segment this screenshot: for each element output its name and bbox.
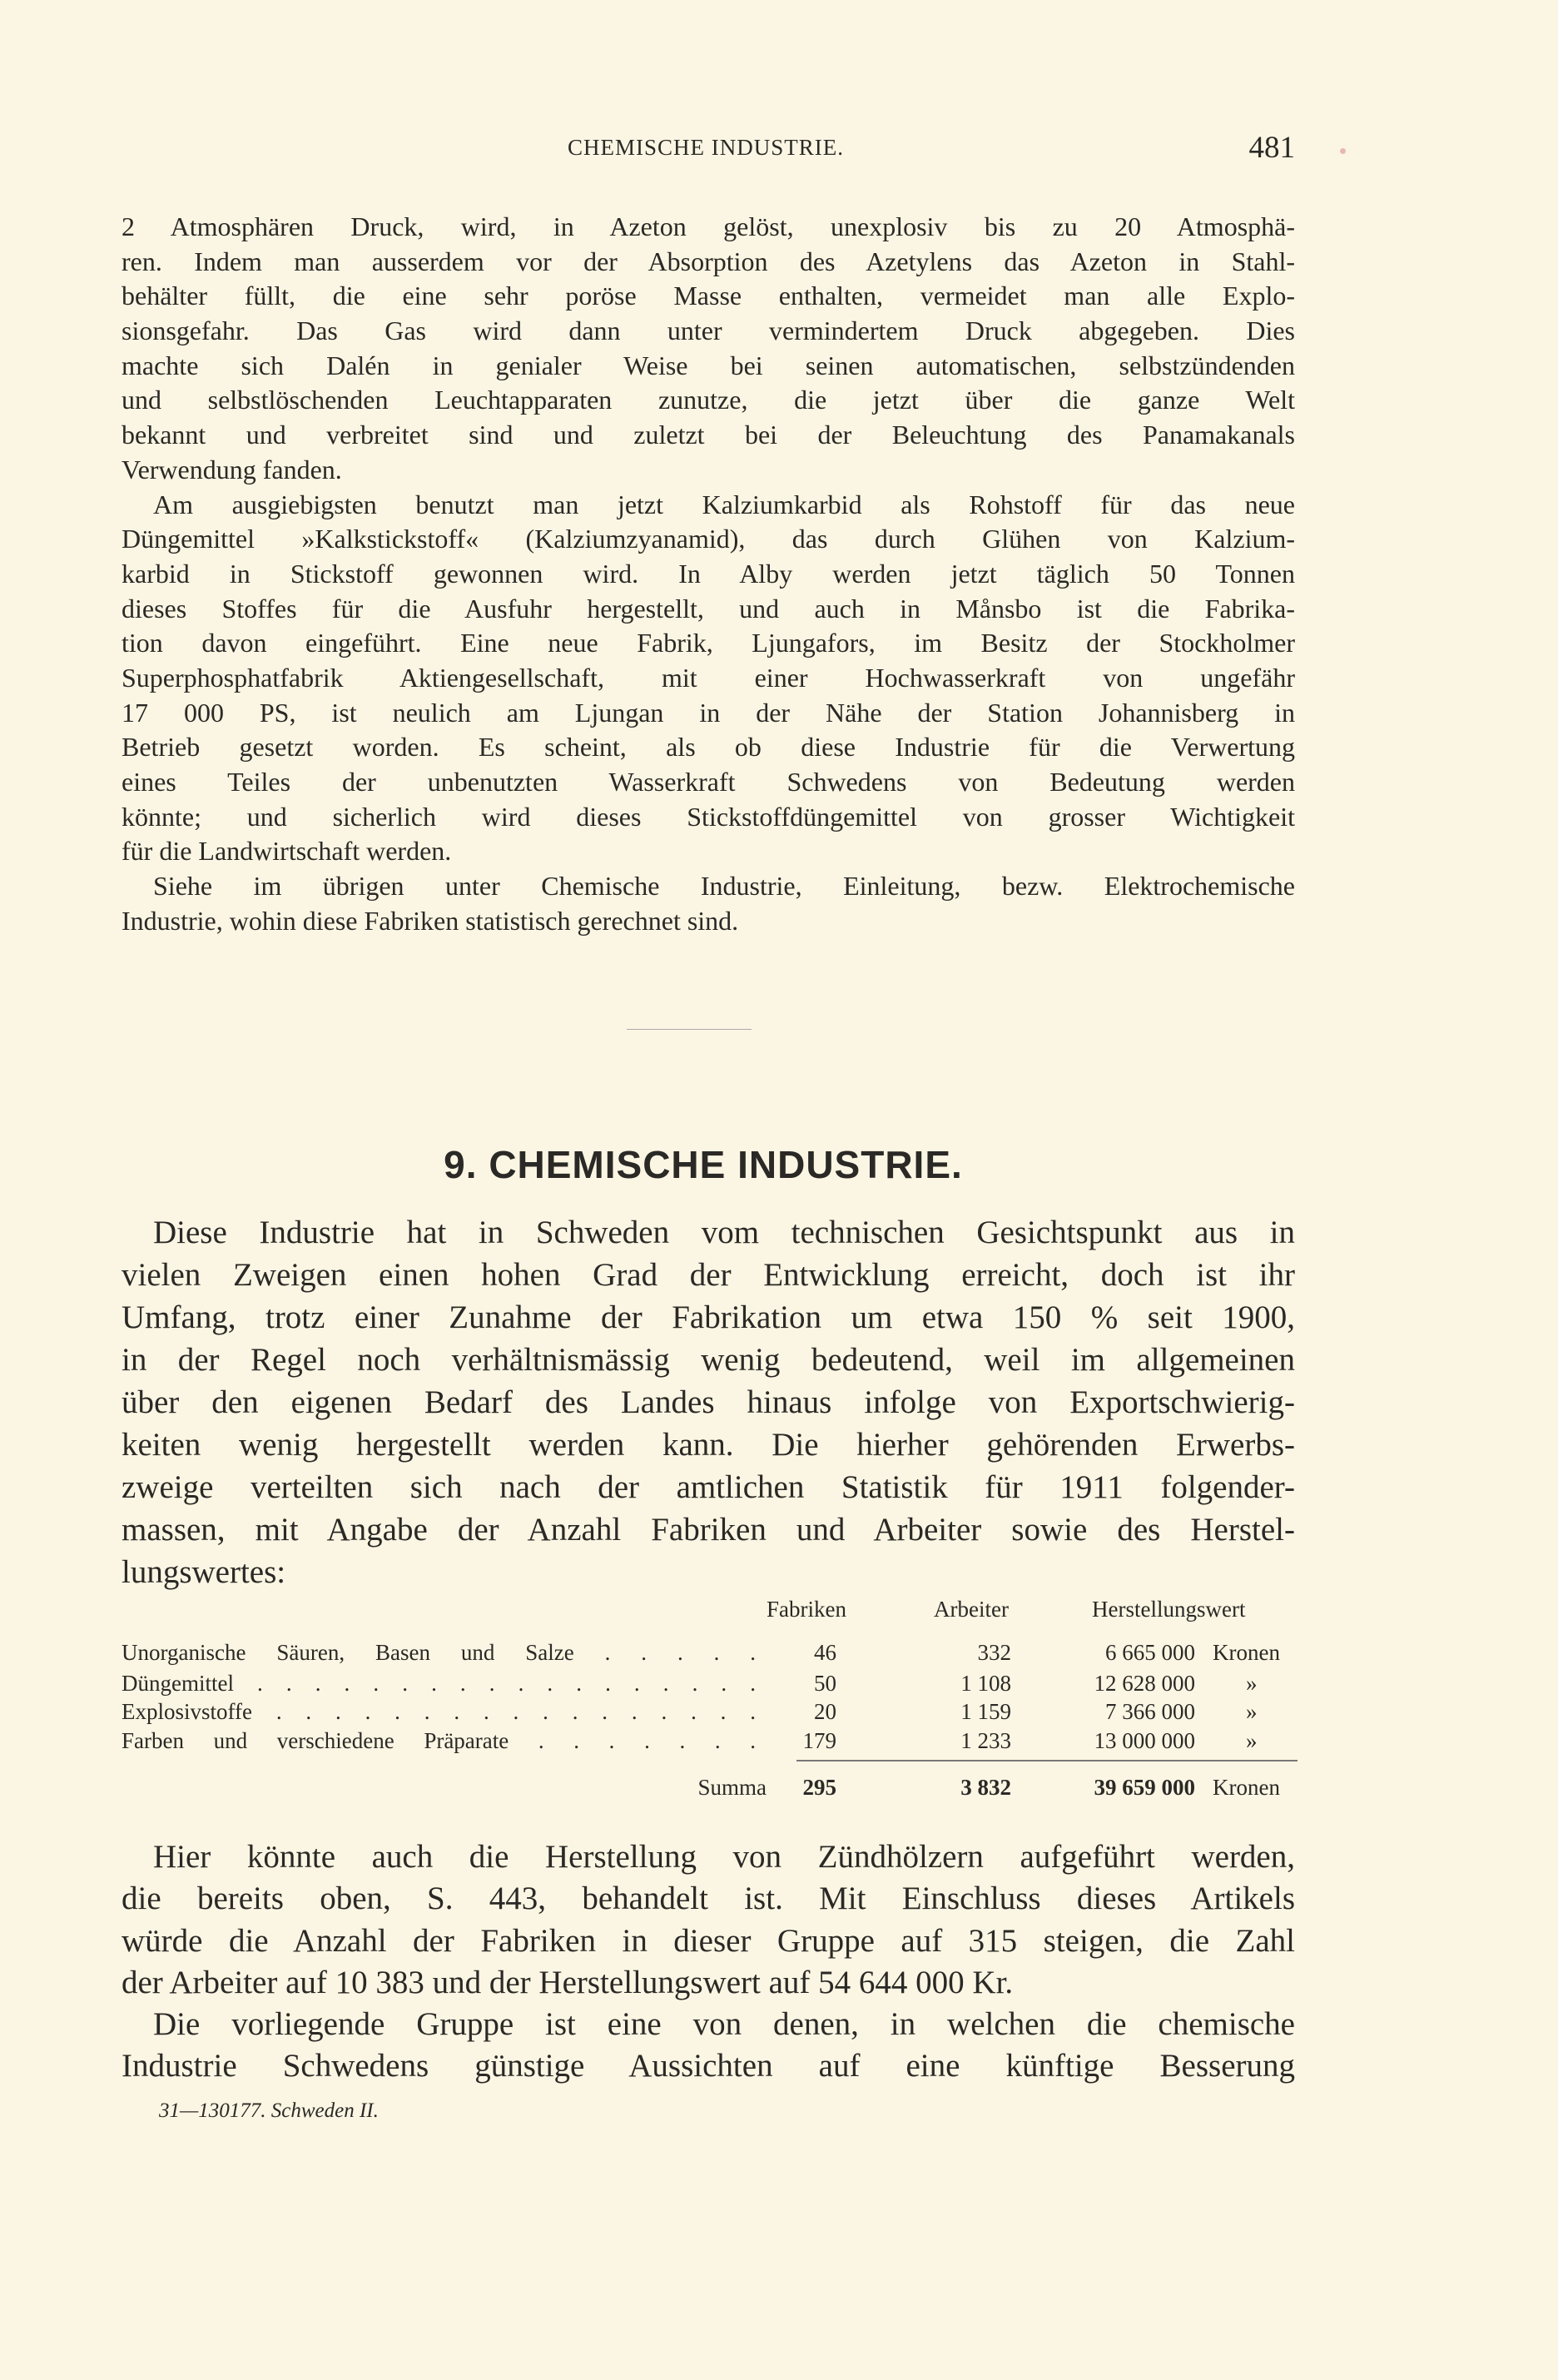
text-line: könnte; und sicherlich wird dieses Stickstoffdüngemittel von grosser Wichtigkeit — [122, 801, 1295, 832]
total-unit: Kronen — [1213, 1775, 1280, 1800]
text-line: Diese Industrie hat in Schweden vom technischen Gesichtspunkt aus in — [153, 1215, 1295, 1250]
text-line: über den eigenen Bedarf des Landes hinaus infolge von Exportschwierig- — [122, 1384, 1295, 1420]
header-herstellungswert: Herstellungswert — [1092, 1597, 1246, 1622]
text-line: Verwendung fanden. — [122, 454, 342, 484]
text-line: sionsgefahr. Das Gas wird dann unter vermindertem Druck abgegeben. Dies — [122, 316, 1295, 346]
text-line: bekannt und verbreitet sind und zuletzt bei der Beleuchtung des Panamakanals — [122, 420, 1295, 450]
cell-herstellungswert: 12 628 000 — [1094, 1671, 1195, 1696]
cell-arbeiter: 332 — [977, 1640, 1011, 1665]
text-line: Superphosphatfabrik Aktiengesellschaft, mit einer Hochwasserkraft von ungefähr — [122, 662, 1295, 693]
continued-text — [122, 210, 1295, 938]
text-line: keiten wenig hergestellt werden kann. Die hierher gehörenden Erwerbs- — [122, 1427, 1295, 1463]
row-label: Unorganische Säuren, Basen und Salze . . . . . — [122, 1640, 756, 1665]
row-label: Explosivstoffe . . . . . . . . . . . . . . . . . — [122, 1699, 756, 1724]
text-line: behälter füllt, die eine sehr poröse Masse enthalten, vermeidet man alle Explo- — [122, 281, 1295, 311]
text-line: Industrie, wohin diese Fabriken statistisch gerechnet sind. — [122, 905, 739, 936]
text-line: lungswertes: — [122, 1554, 286, 1590]
cell-fabriken: 50 — [814, 1671, 836, 1696]
total-fabriken: 295 — [802, 1775, 836, 1800]
paragraph-lines — [122, 1211, 1295, 1593]
total-herstellungswert: 39 659 000 — [1094, 1775, 1195, 1800]
text-line: Düngemittel »Kalkstickstoff« (Kalziumzyanamid), das durch Glühen von Kalzium- — [122, 524, 1295, 554]
text-line: 17 000 PS, ist neulich am Ljungan in der Nähe der Station Johannisberg in — [122, 697, 1295, 728]
text-line: in der Regel noch verhältnismässig wenig bedeutend, weil im allgemeinen — [122, 1342, 1295, 1378]
sum-rule — [796, 1760, 1298, 1761]
text-line: Industrie Schwedens günstige Aussichten auf eine künftige Besserung — [122, 2048, 1295, 2084]
section-divider — [627, 1029, 752, 1030]
paragraph-acetylene — [122, 210, 1295, 488]
text-line: Am ausgiebigsten benutzt man jetzt Kalziumkarbid als Rohstoff für das neue — [153, 489, 1295, 519]
text-line: zweige verteilten sich nach der amtlichen Statistik für 1911 folgender- — [122, 1469, 1295, 1505]
cell-herstellungswert: 6 665 000 — [1105, 1640, 1195, 1665]
total-label: Summa — [697, 1775, 767, 1800]
paragraph-intro — [122, 1211, 1295, 1593]
cell-unit: » — [1246, 1728, 1258, 1753]
text-line: Die vorliegende Gruppe ist eine von denen, in welchen die chemische — [153, 2006, 1295, 2043]
text-line: 2 Atmosphären Druck, wird, in Azeton gelöst, unexplosiv bis zu 20 Atmosphä- — [122, 211, 1295, 241]
text-line: ren. Indem man ausserdem vor der Absorption des Azetylens das Azeton in Stahl- — [122, 246, 1295, 276]
text-line: karbid in Stickstoff gewonnen wird. In Alby werden jetzt täglich 50 Tonnen — [122, 558, 1295, 589]
running-title: CHEMISCHE INDUSTRIE. — [567, 135, 844, 160]
text-line: und selbstlöschenden Leuchtapparaten zunutze, die jetzt über die ganze Welt — [122, 385, 1295, 415]
cell-arbeiter: 1 159 — [960, 1699, 1011, 1724]
text-line: die bereits oben, S. 443, behandelt ist. Mit Einschluss dieses Artikels — [122, 1881, 1295, 1917]
text-line: massen, mit Angabe der Anzahl Fabriken und Arbeiter sowie des Herstel- — [122, 1512, 1295, 1548]
cell-herstellungswert: 13 000 000 — [1094, 1728, 1195, 1753]
text-line: Siehe im übrigen unter Chemische Industrie, Einleitung, bezw. Elektrochemische — [153, 871, 1295, 902]
header-arbeiter: Arbeiter — [934, 1597, 1009, 1622]
page-number: 481 — [1248, 131, 1295, 165]
cell-unit: » — [1246, 1699, 1258, 1724]
text-line: vielen Zweigen einen hohen Grad der Entwicklung erreicht, doch ist ihr — [122, 1257, 1295, 1293]
ink-spot — [1340, 148, 1346, 154]
cell-fabriken: 20 — [814, 1699, 836, 1724]
cell-fabriken: 46 — [814, 1640, 836, 1665]
text-line: würde die Anzahl der Fabriken in dieser Gruppe auf 315 steigen, die Zahl — [122, 1922, 1295, 1959]
cell-fabriken: 179 — [802, 1728, 836, 1753]
text-line: für die Landwirtschaft werden. — [122, 836, 452, 867]
paragraph-reference — [122, 869, 1295, 938]
text-line: dieses Stoffes für die Ausfuhr hergestellt, und auch in Månsbo ist die Fabrika- — [122, 593, 1295, 624]
text-line: Betrieb gesetzt worden. Es scheint, als ob diese Industrie für die Verwertung — [122, 732, 1295, 763]
total-arbeiter: 3 832 — [960, 1775, 1011, 1800]
paragraph-lines — [122, 1836, 1295, 2088]
text-line: der Arbeiter auf 10 383 und der Herstellungswert auf 54 644 000 Kr. — [122, 1964, 1014, 2000]
row-label: Düngemittel . . . . . . . . . . . . . . . . . . — [122, 1671, 756, 1696]
section-heading: 9. CHEMISCHE INDUSTRIE. — [444, 1143, 963, 1186]
cell-arbeiter: 1 108 — [960, 1671, 1011, 1696]
text-line: eines Teiles der unbenutzten Wasserkraft Schwedens von Bedeutung werden — [122, 767, 1295, 797]
statistics-table — [0, 1590, 1558, 1806]
text-line: tion davon eingeführt. Eine neue Fabrik, Ljungafors, im Besitz der Stockholmer — [122, 628, 1295, 658]
cell-unit: Kronen — [1213, 1640, 1280, 1665]
row-label: Farben und verschiedene Präparate . . . . . . . — [122, 1728, 756, 1753]
printer-signature: 31—130177. Schweden II. — [159, 2099, 379, 2122]
text-line: machte sich Dalén in genialer Weise bei seinen automatischen, selbstzündenden — [122, 350, 1295, 380]
paragraph-conclusion — [122, 1836, 1295, 2088]
text-line: Umfang, trotz einer Zunahme der Fabrikation um etwa 150 % seit 1900, — [122, 1299, 1295, 1335]
header-fabriken: Fabriken — [767, 1597, 846, 1622]
text-line: Hier könnte auch die Herstellung von Zündhölzern aufgeführt werden, — [153, 1839, 1295, 1875]
cell-herstellungswert: 7 366 000 — [1105, 1699, 1195, 1724]
cell-arbeiter: 1 233 — [960, 1728, 1011, 1753]
paragraph-kalkstickstoff — [122, 488, 1295, 870]
cell-unit: » — [1246, 1671, 1258, 1696]
